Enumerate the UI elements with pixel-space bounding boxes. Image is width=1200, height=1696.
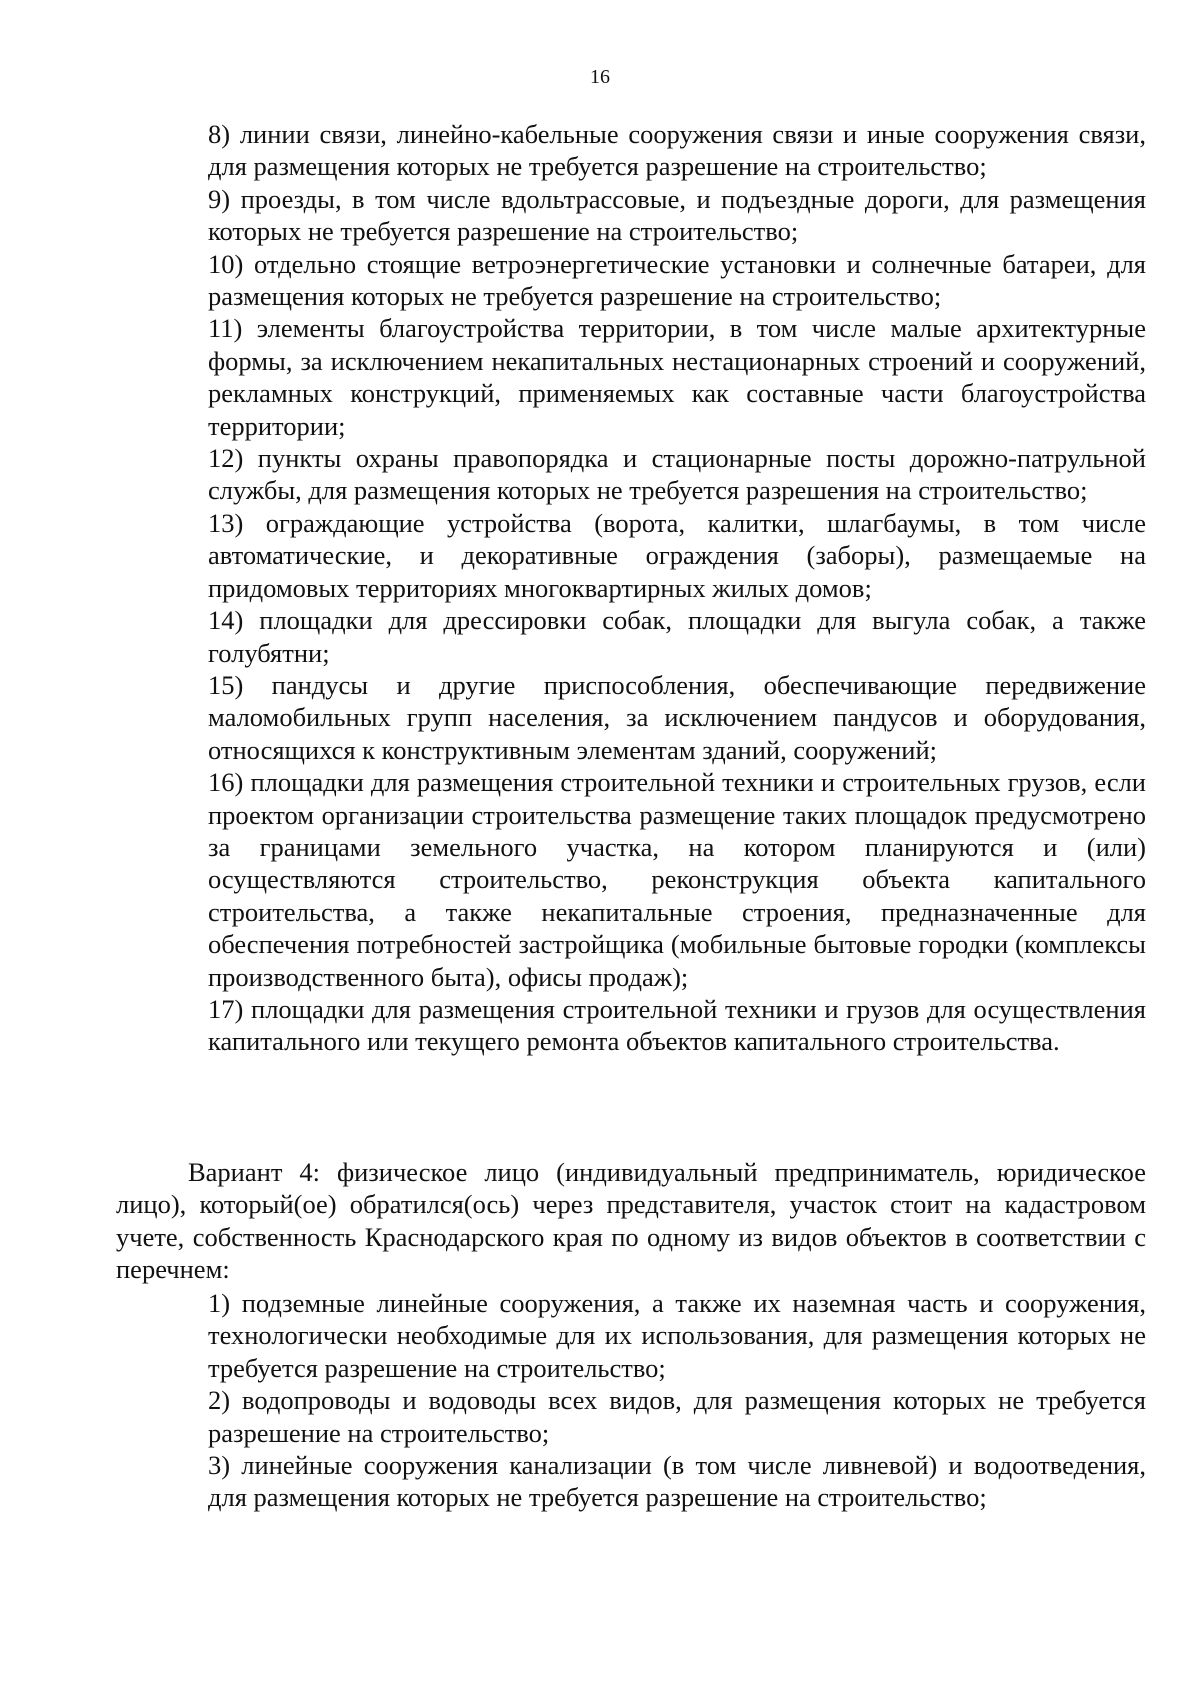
page-number: 16: [590, 66, 610, 88]
list-item: 3) линейные сооружения канализации (в том числе ливневой) и водоотведения, для размещения которых не требуется разрешение на строительство;: [208, 1450, 1146, 1513]
variant-4-object-list: [208, 1287, 1146, 1514]
variant-4-paragraph: [116, 1156, 1146, 1286]
list-item: 12) пункты охраны правопорядка и стационарные посты дорожно-патрульной службы, для размещения которых не требуется разрешения на строительство;: [208, 443, 1146, 506]
list-item: 16) площадки для размещения строительной техники и строительных грузов, если проектом организации строительства размещение таких площадок предусмотрено за границами земельного участка, на котором планируются и (или) осуществляются строительство, реконструкция объекта капитального строительства, а также некапитальные строения, предназначенные для обеспечения потребностей застройщика (мобильные бытовые городки (комплексы производственного быта), офисы продаж);: [208, 767, 1146, 992]
list-item: 8) линии связи, линейно-кабельные сооружения связи и иные сооружения связи, для размещения которых не требуется разрешение на строительство;: [208, 119, 1146, 182]
list-item: 1) подземные линейные сооружения, а также их наземная часть и сооружения, технологически необходимые для их использования, для размещения которых не требуется разрешение на строительство;: [208, 1288, 1146, 1383]
variant-4-text: Вариант 4: физическое лицо (индивидуальный предприниматель, юридическое лицо), который(ое) обратился(ось) через представителя, участок стоит на кадастровом учете, собственность Краснодарского края по одному из видов объектов в соответствии с перечнем:: [116, 1157, 1146, 1285]
list-item: 10) отдельно стоящие ветроэнергетические установки и солнечные батареи, для размещения которых не требуется разрешение на строительство;: [208, 248, 1146, 312]
list-item: 2) водопроводы и водоводы всех видов, для размещения которых не требуется разрешение на строительство;: [208, 1385, 1146, 1448]
object-list-continued: [208, 118, 1146, 1058]
list-item: 17) площадки для размещения строительной техники и грузов для осуществления капитального или текущего ремонта объектов капитального строительства.: [208, 993, 1146, 1057]
list-item: 9) проезды, в том числе вдольтрассовые, и подъездные дороги, для размещения которых не требуется разрешение на строительство;: [208, 183, 1146, 247]
list-item: 11) элементы благоустройства территории, в том числе малые архитектурные формы, за исключением некапитальных нестационарных строений и сооружений, рекламных конструкций, применяемых как составные части благоустройства территории;: [208, 313, 1146, 441]
list-item: 15) пандусы и другие приспособления, обеспечивающие передвижение маломобильных групп населения, за исключением пандусов и оборудования, относящихся к конструктивным элементам зданий, сооружений;: [208, 669, 1146, 765]
list-item: 14) площадки для дрессировки собак, площадки для выгула собак, а также голубятни;: [208, 605, 1146, 668]
list-item: 13) ограждающие устройства (ворота, калитки, шлагбаумы, в том числе автоматические, и декоративные ограждения (заборы), размещаемые на придомовых территориях многоквартирных жилых домов;: [208, 507, 1146, 603]
